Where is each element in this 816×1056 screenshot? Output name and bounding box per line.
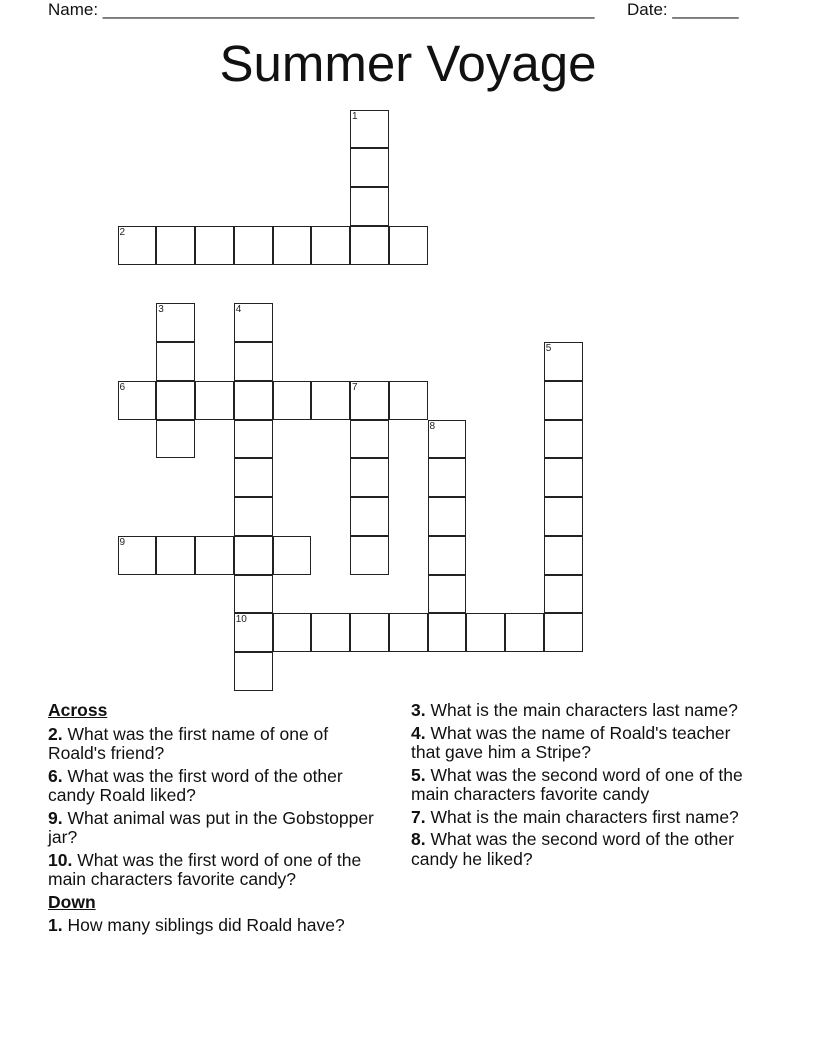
grid-cell[interactable] (234, 226, 273, 265)
grid-cell[interactable] (273, 613, 312, 652)
clue-number: 8 (429, 420, 436, 432)
grid-cell[interactable] (350, 187, 389, 226)
grid-cell[interactable] (234, 652, 273, 691)
grid-cell[interactable] (156, 226, 195, 265)
name-field[interactable]: Name: ____________________________________________________ (48, 0, 595, 19)
grid-cell[interactable] (234, 575, 273, 614)
clue-number: 4 (235, 304, 242, 316)
clue-number: 2 (119, 226, 126, 238)
grid-cell[interactable] (428, 613, 467, 652)
grid-cell[interactable] (544, 458, 583, 497)
grid-cell[interactable] (234, 303, 273, 342)
grid-cell[interactable] (273, 381, 312, 420)
grid-cell[interactable] (350, 420, 389, 459)
clue-down-3: 3. What is the main characters last name? (411, 700, 738, 720)
grid-cell[interactable] (195, 381, 234, 420)
grid-cell[interactable] (428, 420, 467, 459)
grid-cell[interactable] (156, 420, 195, 459)
grid-cell[interactable] (428, 575, 467, 614)
grid-cell[interactable] (234, 420, 273, 459)
clue-number: 9 (119, 536, 126, 548)
clue-across-2: 2. What was the first name of one of Roald's friend? (48, 723, 329, 763)
grid-cell[interactable] (544, 420, 583, 459)
grid-cell[interactable] (350, 381, 389, 420)
clue-down-8: 8. What was the second word of the other candy he liked? (411, 829, 734, 869)
down-heading: Down (48, 891, 96, 912)
grid-cell[interactable] (544, 536, 583, 575)
clue-down-5: 5. What was the second word of one of the main characters favorite candy (411, 764, 743, 804)
grid-cell[interactable] (544, 497, 583, 536)
grid-cell[interactable] (234, 536, 273, 575)
grid-cell[interactable] (311, 613, 350, 652)
grid-cell[interactable] (156, 342, 195, 381)
clue-number: 5 (545, 343, 552, 354)
grid-cell[interactable] (156, 536, 195, 575)
clue-number: 6 (119, 381, 126, 393)
grid-cell[interactable] (350, 458, 389, 497)
grid-cell[interactable] (273, 226, 312, 265)
grid-cell[interactable] (544, 575, 583, 614)
clues-left-column (48, 701, 388, 939)
grid-cell[interactable] (350, 110, 389, 149)
clue-across-10: 10. What was the first word of one of the main characters favorite candy? (48, 849, 362, 889)
clue-down-1: 1. How many siblings did Roald have? (48, 915, 345, 935)
grid-cell[interactable] (350, 148, 389, 187)
grid-cell[interactable] (311, 381, 350, 420)
grid-cell[interactable] (156, 381, 195, 420)
clue-down-7: 7. What is the main characters first name? (411, 806, 739, 827)
clue-across-6: 6. What was the first word of the other candy Roald liked? (48, 765, 343, 805)
grid-cell[interactable] (428, 536, 467, 575)
clue-number: 1 (352, 110, 358, 122)
clue-number: 7 (352, 381, 358, 393)
grid-cell[interactable] (234, 458, 273, 497)
clue-number: 3 (158, 304, 164, 316)
grid-cell[interactable] (350, 226, 389, 265)
grid-cell[interactable] (234, 381, 273, 420)
grid-cell[interactable] (311, 226, 350, 265)
grid-cell[interactable] (156, 303, 195, 342)
grid-cell[interactable] (428, 497, 467, 536)
grid-cell[interactable] (544, 381, 583, 420)
grid-cell[interactable] (234, 342, 273, 381)
grid-cell[interactable] (544, 613, 583, 652)
grid-cell[interactable] (350, 536, 389, 575)
grid-cell[interactable] (350, 613, 389, 652)
grid-cell[interactable] (389, 226, 428, 265)
clues-right-column (411, 701, 756, 872)
grid-cell[interactable] (195, 226, 234, 265)
date-field[interactable]: Date: _______ (627, 0, 739, 19)
grid-cell[interactable] (466, 613, 505, 652)
grid-cell[interactable] (234, 613, 273, 652)
grid-cell[interactable] (544, 342, 583, 381)
clue-down-4: 4. What was the name of Roald's teacher that gave him a Stripe? (411, 722, 731, 762)
grid-cell[interactable] (118, 226, 157, 265)
clue-across-9: 9. What animal was put in the Gobstopper jar? (48, 807, 374, 847)
grid-cell[interactable] (389, 381, 428, 420)
grid-cell[interactable] (389, 613, 428, 652)
grid-cell[interactable] (118, 536, 157, 575)
grid-cell[interactable] (234, 497, 273, 536)
grid-cell[interactable] (118, 381, 157, 420)
puzzle-title: Summer Voyage (219, 35, 597, 92)
grid-cell[interactable] (350, 497, 389, 536)
grid-cell[interactable] (428, 458, 467, 497)
grid-cell[interactable] (195, 536, 234, 575)
grid-cell[interactable] (273, 536, 312, 575)
clue-number: 10 (235, 614, 247, 626)
across-heading: Across (48, 700, 108, 720)
grid-cell[interactable] (505, 613, 544, 652)
